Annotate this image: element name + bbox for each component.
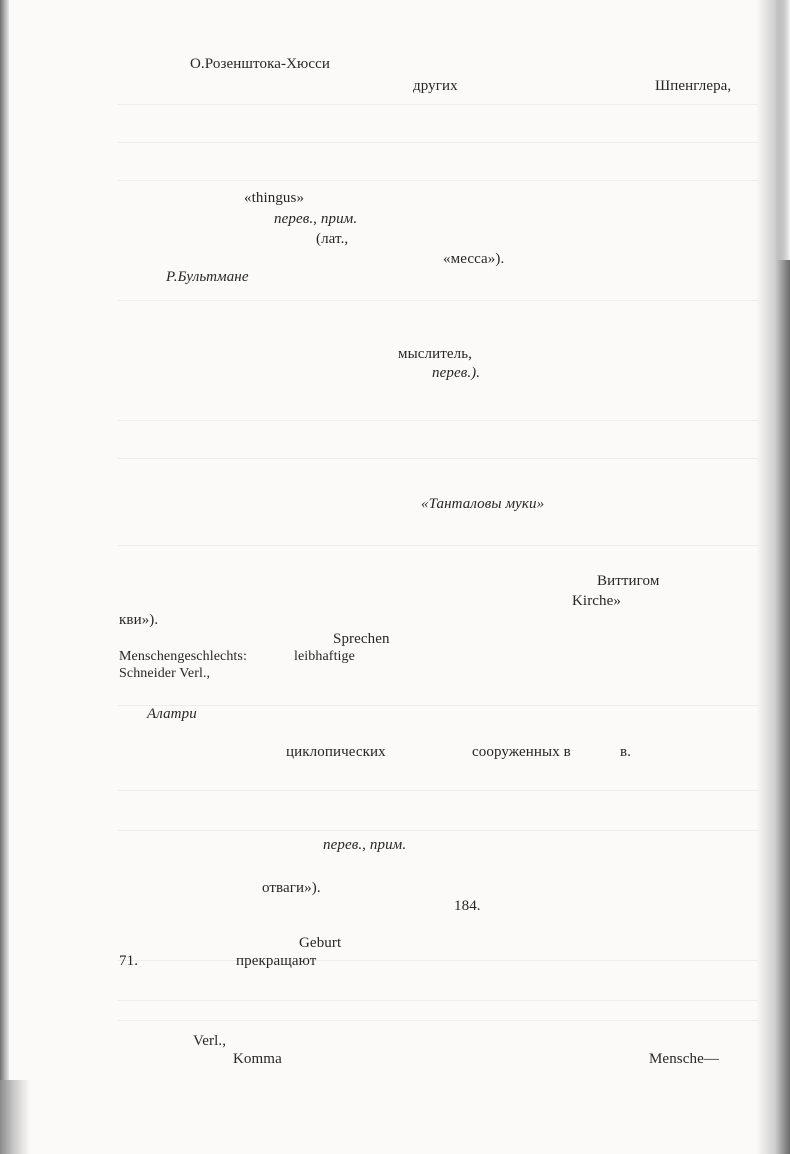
- show-through-line: [118, 960, 758, 961]
- show-through-line: [118, 830, 758, 831]
- text-fragment: Komma: [233, 1051, 282, 1067]
- show-through-line: [118, 545, 758, 546]
- text-fragment: «thingus»: [244, 190, 305, 206]
- text-fragment: мыслитель,: [398, 346, 473, 362]
- page-reference: 184.: [454, 898, 481, 914]
- text-fragment: отваги»).: [262, 880, 321, 896]
- text-fragment: leibhaftige: [294, 649, 355, 664]
- text-fragment: «месса»).: [443, 251, 505, 267]
- page-reference: 71.: [119, 953, 139, 969]
- show-through-line: [118, 142, 758, 143]
- text-fragment: Виттигом: [597, 573, 660, 589]
- show-through-line: [118, 104, 758, 105]
- binding-shadow-left: [0, 0, 9, 1154]
- italic-title-fragment: «Танталовы муки»: [421, 496, 545, 512]
- show-through-line: [118, 180, 758, 181]
- text-fragment: сооруженных в: [472, 744, 571, 760]
- text-fragment: Sprechen: [333, 631, 390, 647]
- text-fragment: Menschengeschlechts:: [119, 649, 247, 664]
- text-fragment: Schneider Verl.,: [119, 666, 211, 681]
- show-through-line: [118, 705, 758, 706]
- italic-name-fragment: Р.Бультмане: [166, 269, 249, 285]
- italic-note-fragment: перев.).: [432, 365, 481, 381]
- text-fragment: (лат.,: [316, 231, 349, 247]
- text-fragment: Verl.,: [193, 1033, 227, 1049]
- show-through-line: [118, 300, 758, 301]
- text-fragment: Mensche—: [649, 1051, 719, 1067]
- italic-note-fragment: перев., прим.: [274, 211, 358, 227]
- italic-note-fragment: перев., прим.: [323, 837, 407, 853]
- show-through-line: [118, 458, 758, 459]
- author-name-fragment: О.Розенштока-Хюсси: [190, 56, 330, 72]
- text-fragment: Шпенглера,: [655, 78, 732, 94]
- binding-shadow-left-bottom: [0, 1080, 30, 1154]
- show-through-line: [118, 420, 758, 421]
- show-through-line: [118, 1020, 758, 1021]
- text-fragment: циклопических: [286, 744, 386, 760]
- show-through-line: [118, 790, 758, 791]
- page-edge-highlight-right: [776, 0, 790, 260]
- text-fragment: Geburt: [299, 935, 342, 951]
- show-through-line: [118, 1000, 758, 1001]
- text-fragment: прекращают: [236, 953, 317, 969]
- text-fragment: кви»).: [119, 612, 159, 628]
- italic-name-fragment: Алатри: [147, 706, 197, 722]
- text-fragment: в.: [620, 744, 632, 760]
- text-fragment: Kirche»: [572, 593, 622, 609]
- text-fragment: других: [413, 78, 458, 94]
